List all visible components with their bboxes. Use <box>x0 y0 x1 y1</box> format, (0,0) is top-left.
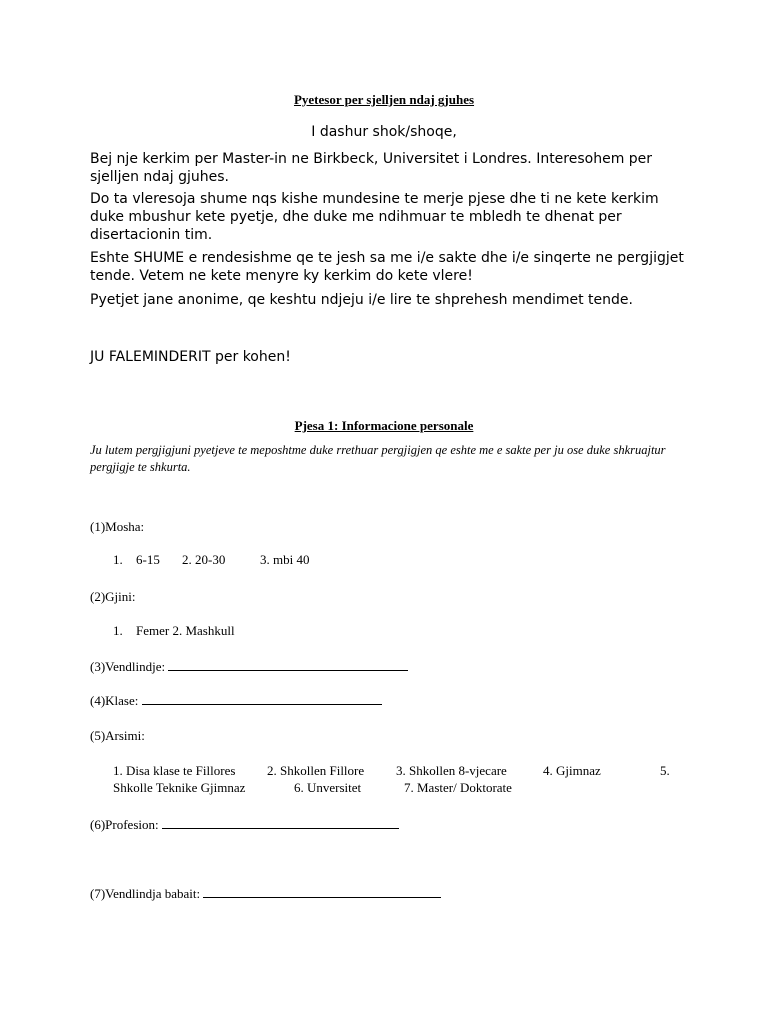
section-title: Pjesa 1: Informacione personale <box>294 418 474 433</box>
education-option-gymnasium[interactable]: 4. Gjimnaz <box>543 763 601 778</box>
education-option-number-5: 5. <box>660 763 670 778</box>
intro-paragraph-2: Do ta vleresoja shume nqs kishe mundesine te merje pjese dhe ti ne kete kerkim duke mbushur kete pyetje, dhe duke me ndihmuar te mbledh te dhenat per disertacionin tim. <box>90 191 659 243</box>
age-option-6-15[interactable]: 6-15 <box>136 552 160 567</box>
class-label: (4)Klase: <box>90 693 139 708</box>
greeting: I dashur shok/shoqe, <box>311 124 457 140</box>
class-field[interactable] <box>142 692 382 705</box>
birthplace-field[interactable] <box>168 658 408 671</box>
age-option-20-30[interactable]: 2. 20-30 <box>182 552 226 567</box>
profession-label: (6)Profesion: <box>90 817 159 832</box>
question-birthplace <box>90 658 408 675</box>
instructions: Ju lutem pergjigjuni pyetjeve te meposhtme duke rrethuar pergjigjen qe eshte me e sakte per ju ose duke shkruajtur pergjigje te shkurta. <box>90 443 666 474</box>
age-option-number-1: 1. <box>113 552 123 567</box>
gender-options[interactable]: Femer 2. Mashkull <box>136 623 235 638</box>
intro-paragraph-1: Bej nje kerkim per Master-in ne Birkbeck, Universitet i Londres. Interesohem per sjelljen ndaj gjuhes. <box>90 151 653 185</box>
birthplace-label: (3)Vendlindje: <box>90 659 166 674</box>
intro-paragraph-3: Eshte SHUME e rendesishme qe te jesh sa me i/e sakte dhe i/e sinqerte ne pergjigjet tende. Vetem ne kete menyre ky kerkim do kete vlere! <box>90 250 684 284</box>
question-profession <box>90 816 399 833</box>
education-option-university[interactable]: 6. Unversitet <box>294 780 362 795</box>
thanks-line: JU FALEMINDERIT per kohen! <box>90 349 291 365</box>
question-education: (5)Arsimi: <box>90 728 145 743</box>
education-option-primary[interactable]: 2. Shkollen Fillore <box>267 763 365 778</box>
education-option-technical[interactable]: Shkolle Teknike Gjimnaz <box>113 780 246 795</box>
question-gender: (2)Gjini: <box>90 589 136 604</box>
question-class <box>90 692 382 709</box>
gender-option-number-1: 1. <box>113 623 123 638</box>
intro-paragraph-4: Pyetjet jane anonime, qe keshtu ndjeju i/e lire te shprehesh mendimet tende. <box>90 292 633 308</box>
age-option-over-40[interactable]: 3. mbi 40 <box>260 552 310 567</box>
profession-field[interactable] <box>162 816 399 829</box>
father-birthplace-field[interactable] <box>203 885 441 898</box>
education-option-some-primary[interactable]: 1. Disa klase te Fillores <box>113 763 236 778</box>
question-father-birthplace <box>90 885 441 902</box>
education-option-8-year[interactable]: 3. Shkollen 8-vjecare <box>396 763 507 778</box>
question-age: (1)Mosha: <box>90 519 145 534</box>
father-birthplace-label: (7)Vendlindja babait: <box>90 886 201 901</box>
document-title: Pyetesor per sjelljen ndaj gjuhes <box>293 92 475 107</box>
education-option-masters-doctorate[interactable]: 7. Master/ Doktorate <box>404 780 512 795</box>
